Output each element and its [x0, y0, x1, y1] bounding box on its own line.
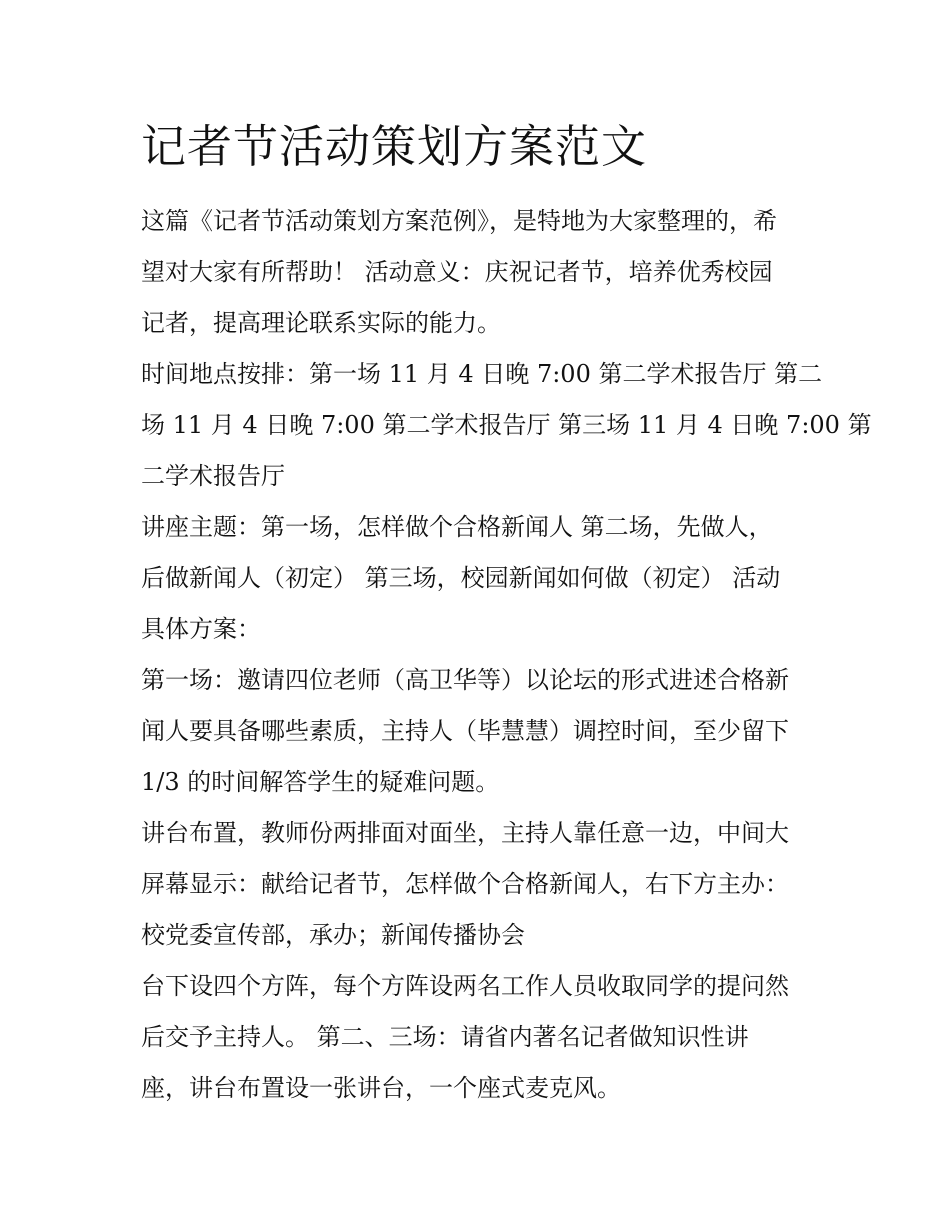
body-line: 二学术报告厅 [141, 462, 285, 490]
body-line: 1/3 的时间解答学生的疑难问题。 [141, 768, 500, 796]
body-line: 校党委宣传部，承办；新闻传播协会 [141, 921, 525, 949]
body-line: 第一场：邀请四位老师（高卫华等）以论坛的形式进述合格新 [141, 666, 789, 694]
body-line: 台下设四个方阵，每个方阵设两名工作人员收取同学的提问然 [141, 972, 789, 1000]
body-line: 后做新闻人（初定） 第三场，校园新闻如何做（初定） 活动 [141, 564, 781, 592]
body-line: 具体方案： [141, 615, 261, 643]
body-line: 座，讲台布置设一张讲台，一个座式麦克风。 [141, 1074, 621, 1102]
body-line: 时间地点按排：第一场 11 月 4 日晚 7:00 第二学术报告厅 第二 [141, 360, 823, 388]
body-line: 屏幕显示：献给记者节，怎样做个合格新闻人，右下方主办： [141, 870, 789, 898]
body-line: 后交予主持人。 第二、三场：请省内著名记者做知识性讲 [141, 1023, 749, 1051]
body-line: 记者，提高理论联系实际的能力。 [141, 309, 501, 337]
body-line: 讲座主题：第一场，怎样做个合格新闻人 第二场，先做人， [141, 513, 773, 541]
body-line: 这篇《记者节活动策划方案范例》，是特地为大家整理的，希 [141, 207, 777, 235]
document-title: 记者节活动策划方案范文 [141, 120, 648, 173]
body-line: 闻人要具备哪些素质，主持人（毕慧慧）调控时间，至少留下 [141, 717, 789, 745]
body-line: 望对大家有所帮助！ 活动意义：庆祝记者节，培养优秀校园 [141, 258, 773, 286]
body-line: 场 11 月 4 日晚 7:00 第二学术报告厅 第三场 11 月 4 日晚 7:00 第 [141, 411, 872, 439]
body-line: 讲台布置，教师份两排面对面坐，主持人靠任意一边，中间大 [141, 819, 789, 847]
